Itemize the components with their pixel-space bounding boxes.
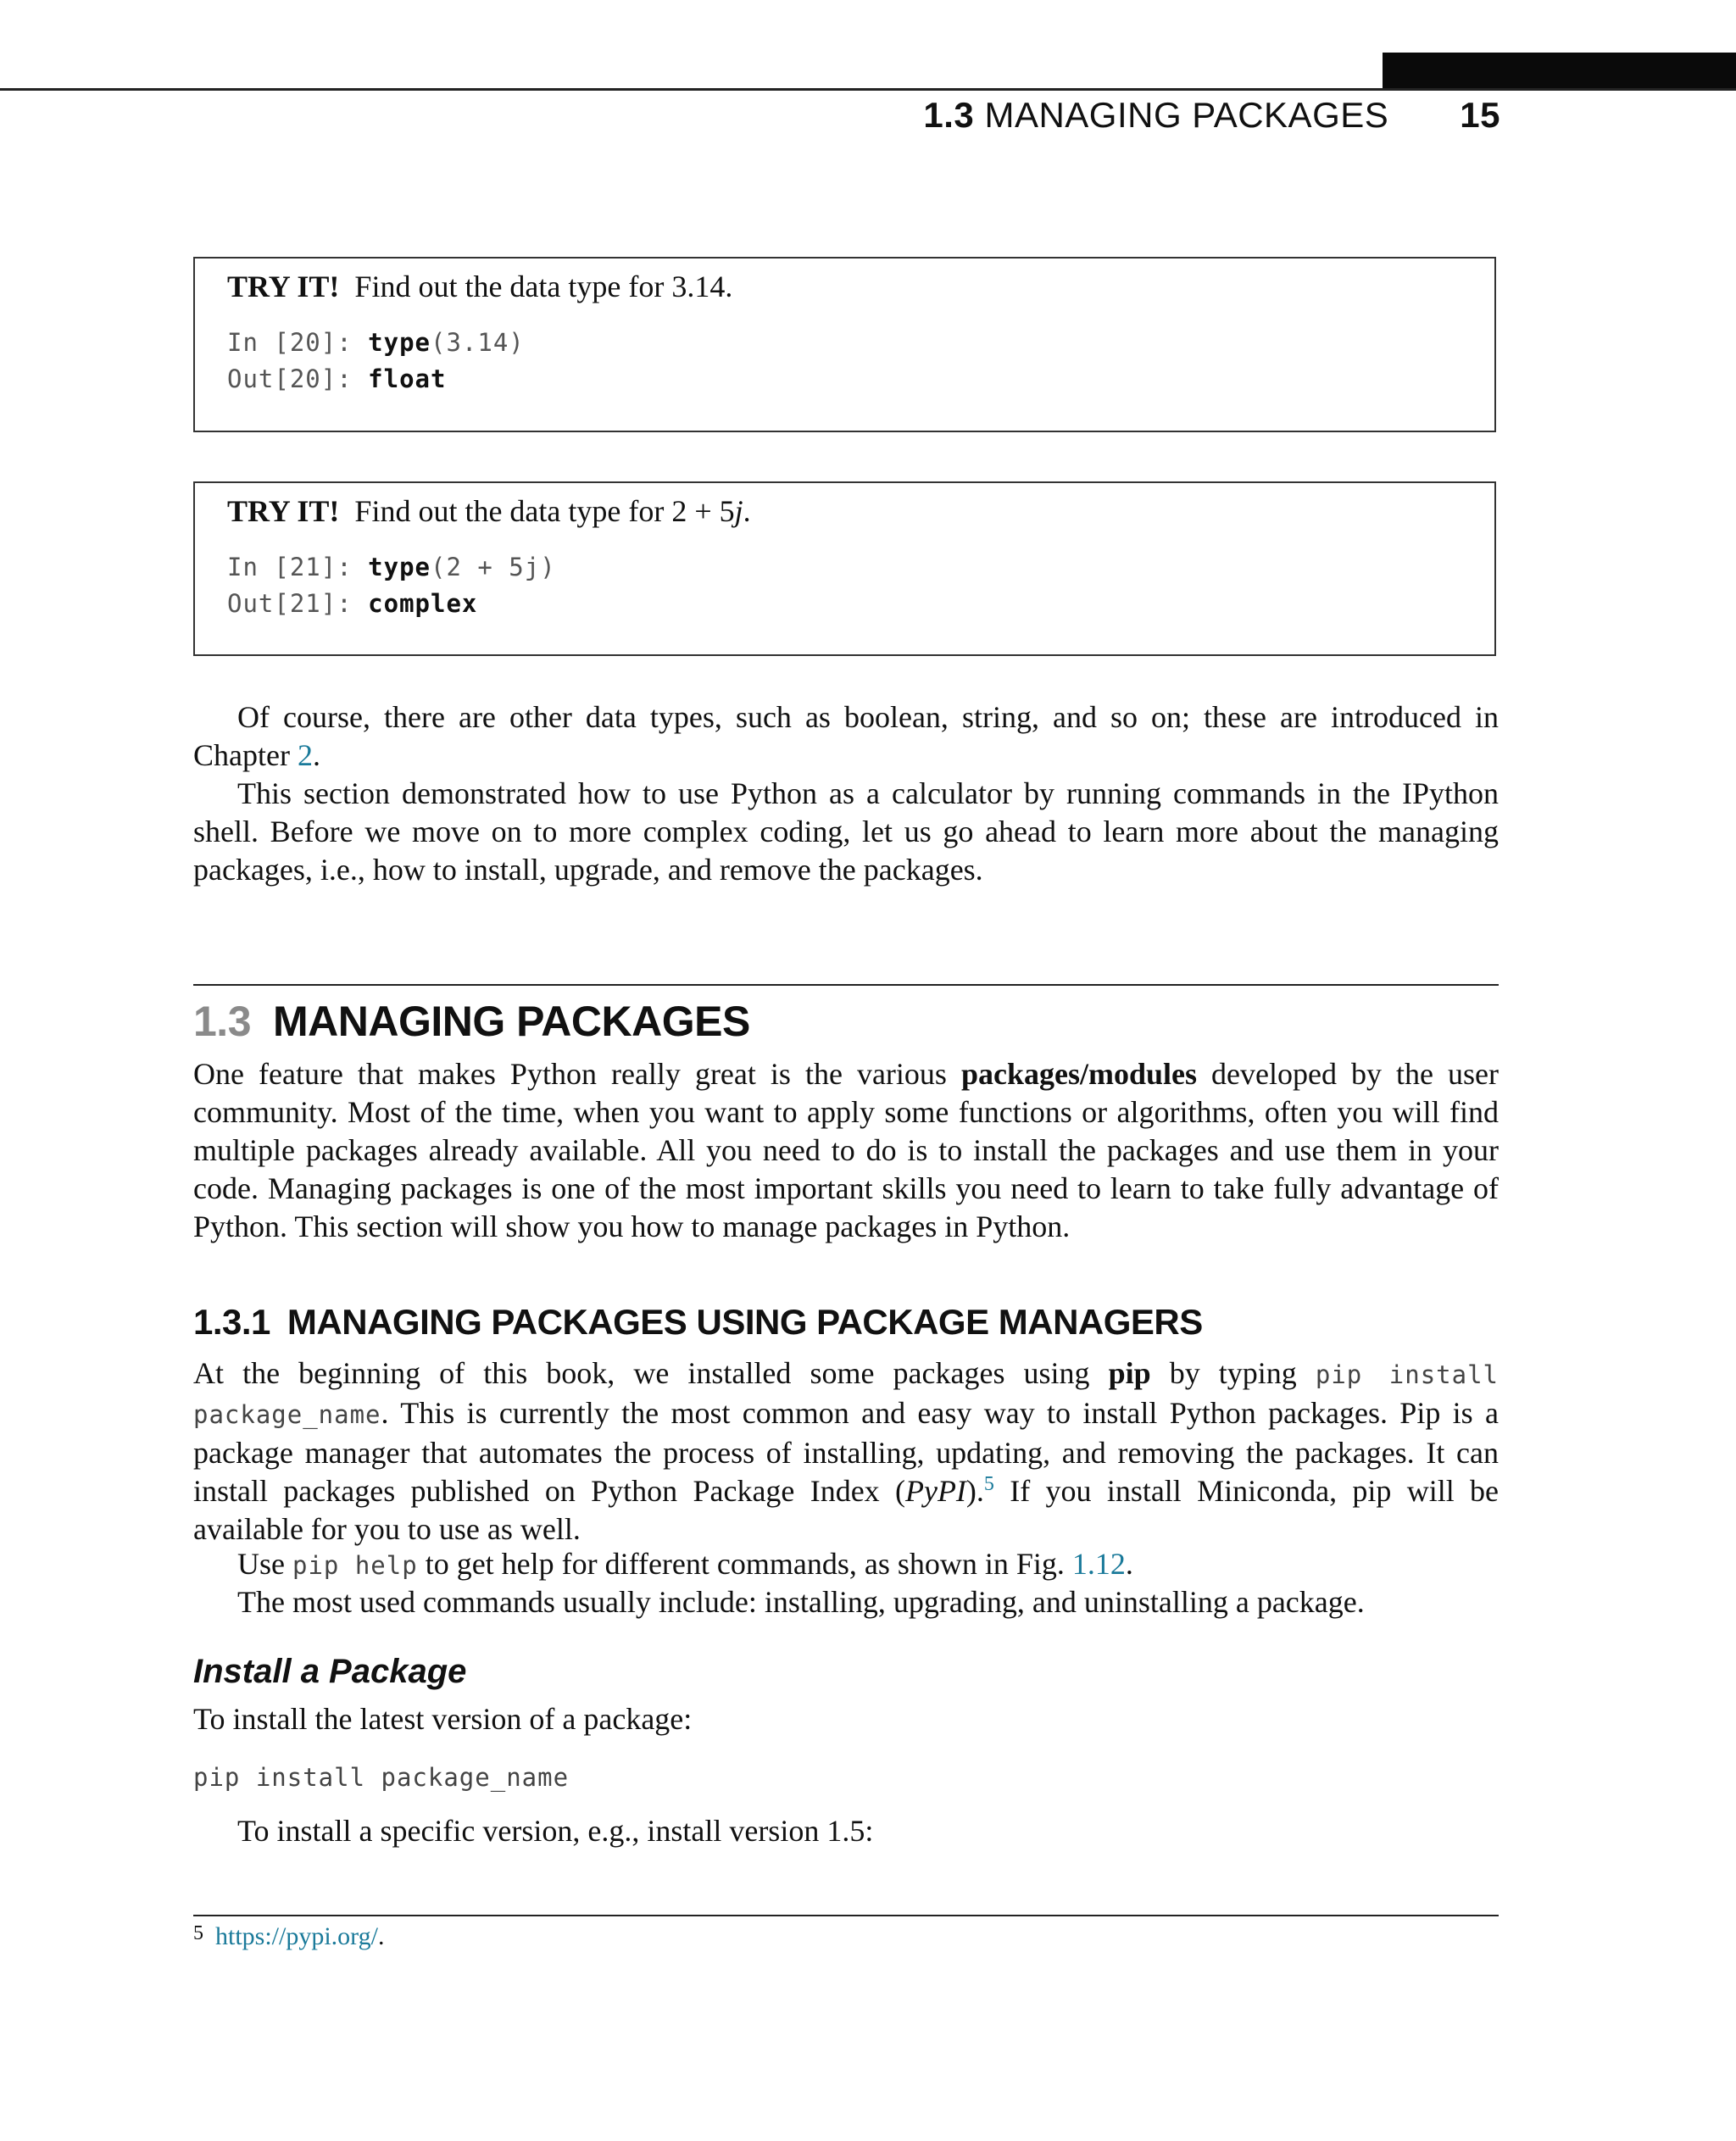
subsection-heading: 1.3.1 MANAGING PACKAGES USING PACKAGE MANAGERS — [193, 1302, 1203, 1342]
header-corner-bar — [1383, 53, 1736, 90]
page-number: 15 — [1460, 95, 1500, 135]
paragraph-other-data-types: Of course, there are other data types, such as boolean, string, and so on; these are introduced in Chapter 2. — [193, 700, 1499, 772]
figure-link[interactable]: 1.12 — [1071, 1547, 1126, 1581]
footnote: $^5$ https://pypi.org/. — [193, 1922, 385, 1950]
paragraph-install-latest: To install the latest version of a package: — [193, 1702, 693, 1736]
paragraph-section-summary: This section demonstrated how to use Python as a calculator by running commands in the IPython shell. Before we move on to more complex coding, let us go ahead to learn more about the managing packages, i.e., how to install, upgrade, and remove the packages. — [193, 776, 1499, 887]
inline-code: pip help — [292, 1551, 418, 1580]
paragraph-install-specific: To install a specific version, e.g., install version 1.5: — [237, 1814, 874, 1848]
paragraph-pip-help: Use pip help to get help for different commands, as shown in Fig. 1.12. — [237, 1547, 1133, 1581]
code-output-line: Out[21]: complex — [227, 589, 478, 618]
try-it-label: TRY IT! — [227, 270, 340, 303]
chapter-link[interactable]: 2 — [297, 738, 313, 772]
section-rule — [193, 984, 1499, 986]
footnote-reference[interactable]: 5 — [983, 1473, 994, 1495]
try-it-instruction-1: TRY IT! Find out the data type for 3.14. — [227, 270, 733, 303]
try-it-label: TRY IT! — [227, 494, 340, 528]
try-it-box-2 — [193, 481, 1496, 656]
paragraph-most-used-commands: The most used commands usually include: installing, upgrading, and uninstalling a package. — [237, 1585, 1365, 1619]
header-rule — [0, 88, 1736, 91]
inline-code: pip install package_name — [193, 1360, 1499, 1429]
try-it-instruction-2: TRY IT! Find out the data type for 2 + 5j. — [227, 494, 751, 528]
running-head — [923, 95, 1500, 136]
code-output-line: Out[20]: float — [227, 364, 447, 393]
subsubsection-heading: Install a Package — [193, 1653, 467, 1690]
code-block: pip install package_name — [193, 1763, 570, 1792]
running-head-section-title: MANAGING PACKAGES — [984, 95, 1389, 135]
paragraph-pip-intro: At the beginning of this book, we installed some packages using pip by typing pip install package_name. This is currently the most common and easy way to install Python packages. Pip is a package manager that automates the process of installing, updating, and removing the packages. It can install packages published on Python Package Index (PyPI).$^5$ If you install Miniconda, pip will be available for you to use as well. — [193, 1356, 1499, 1546]
code-input-line: In [21]: type(2 + 5j) — [227, 553, 556, 581]
try-it-box-1 — [193, 257, 1496, 432]
footnote-link[interactable]: https://pypi.org/ — [215, 1922, 378, 1950]
paragraph-intro-packages: One feature that makes Python really great is the various packages/modules developed by the user community. Most of the time, when you want to apply some functions or algorithms, often you will find multiple packages already available. All you need to do is to install the packages and use them in your code. Managing packages is one of the most important skills you need to learn to take fully advantage of Python. This section will show you how to manage packages in Python. — [193, 1057, 1499, 1243]
section-heading: 1.3 MANAGING PACKAGES — [193, 998, 750, 1045]
running-head-section-number: 1.3 — [923, 95, 975, 135]
code-input-line: In [20]: type(3.14) — [227, 328, 525, 357]
footnote-rule — [193, 1915, 1499, 1916]
